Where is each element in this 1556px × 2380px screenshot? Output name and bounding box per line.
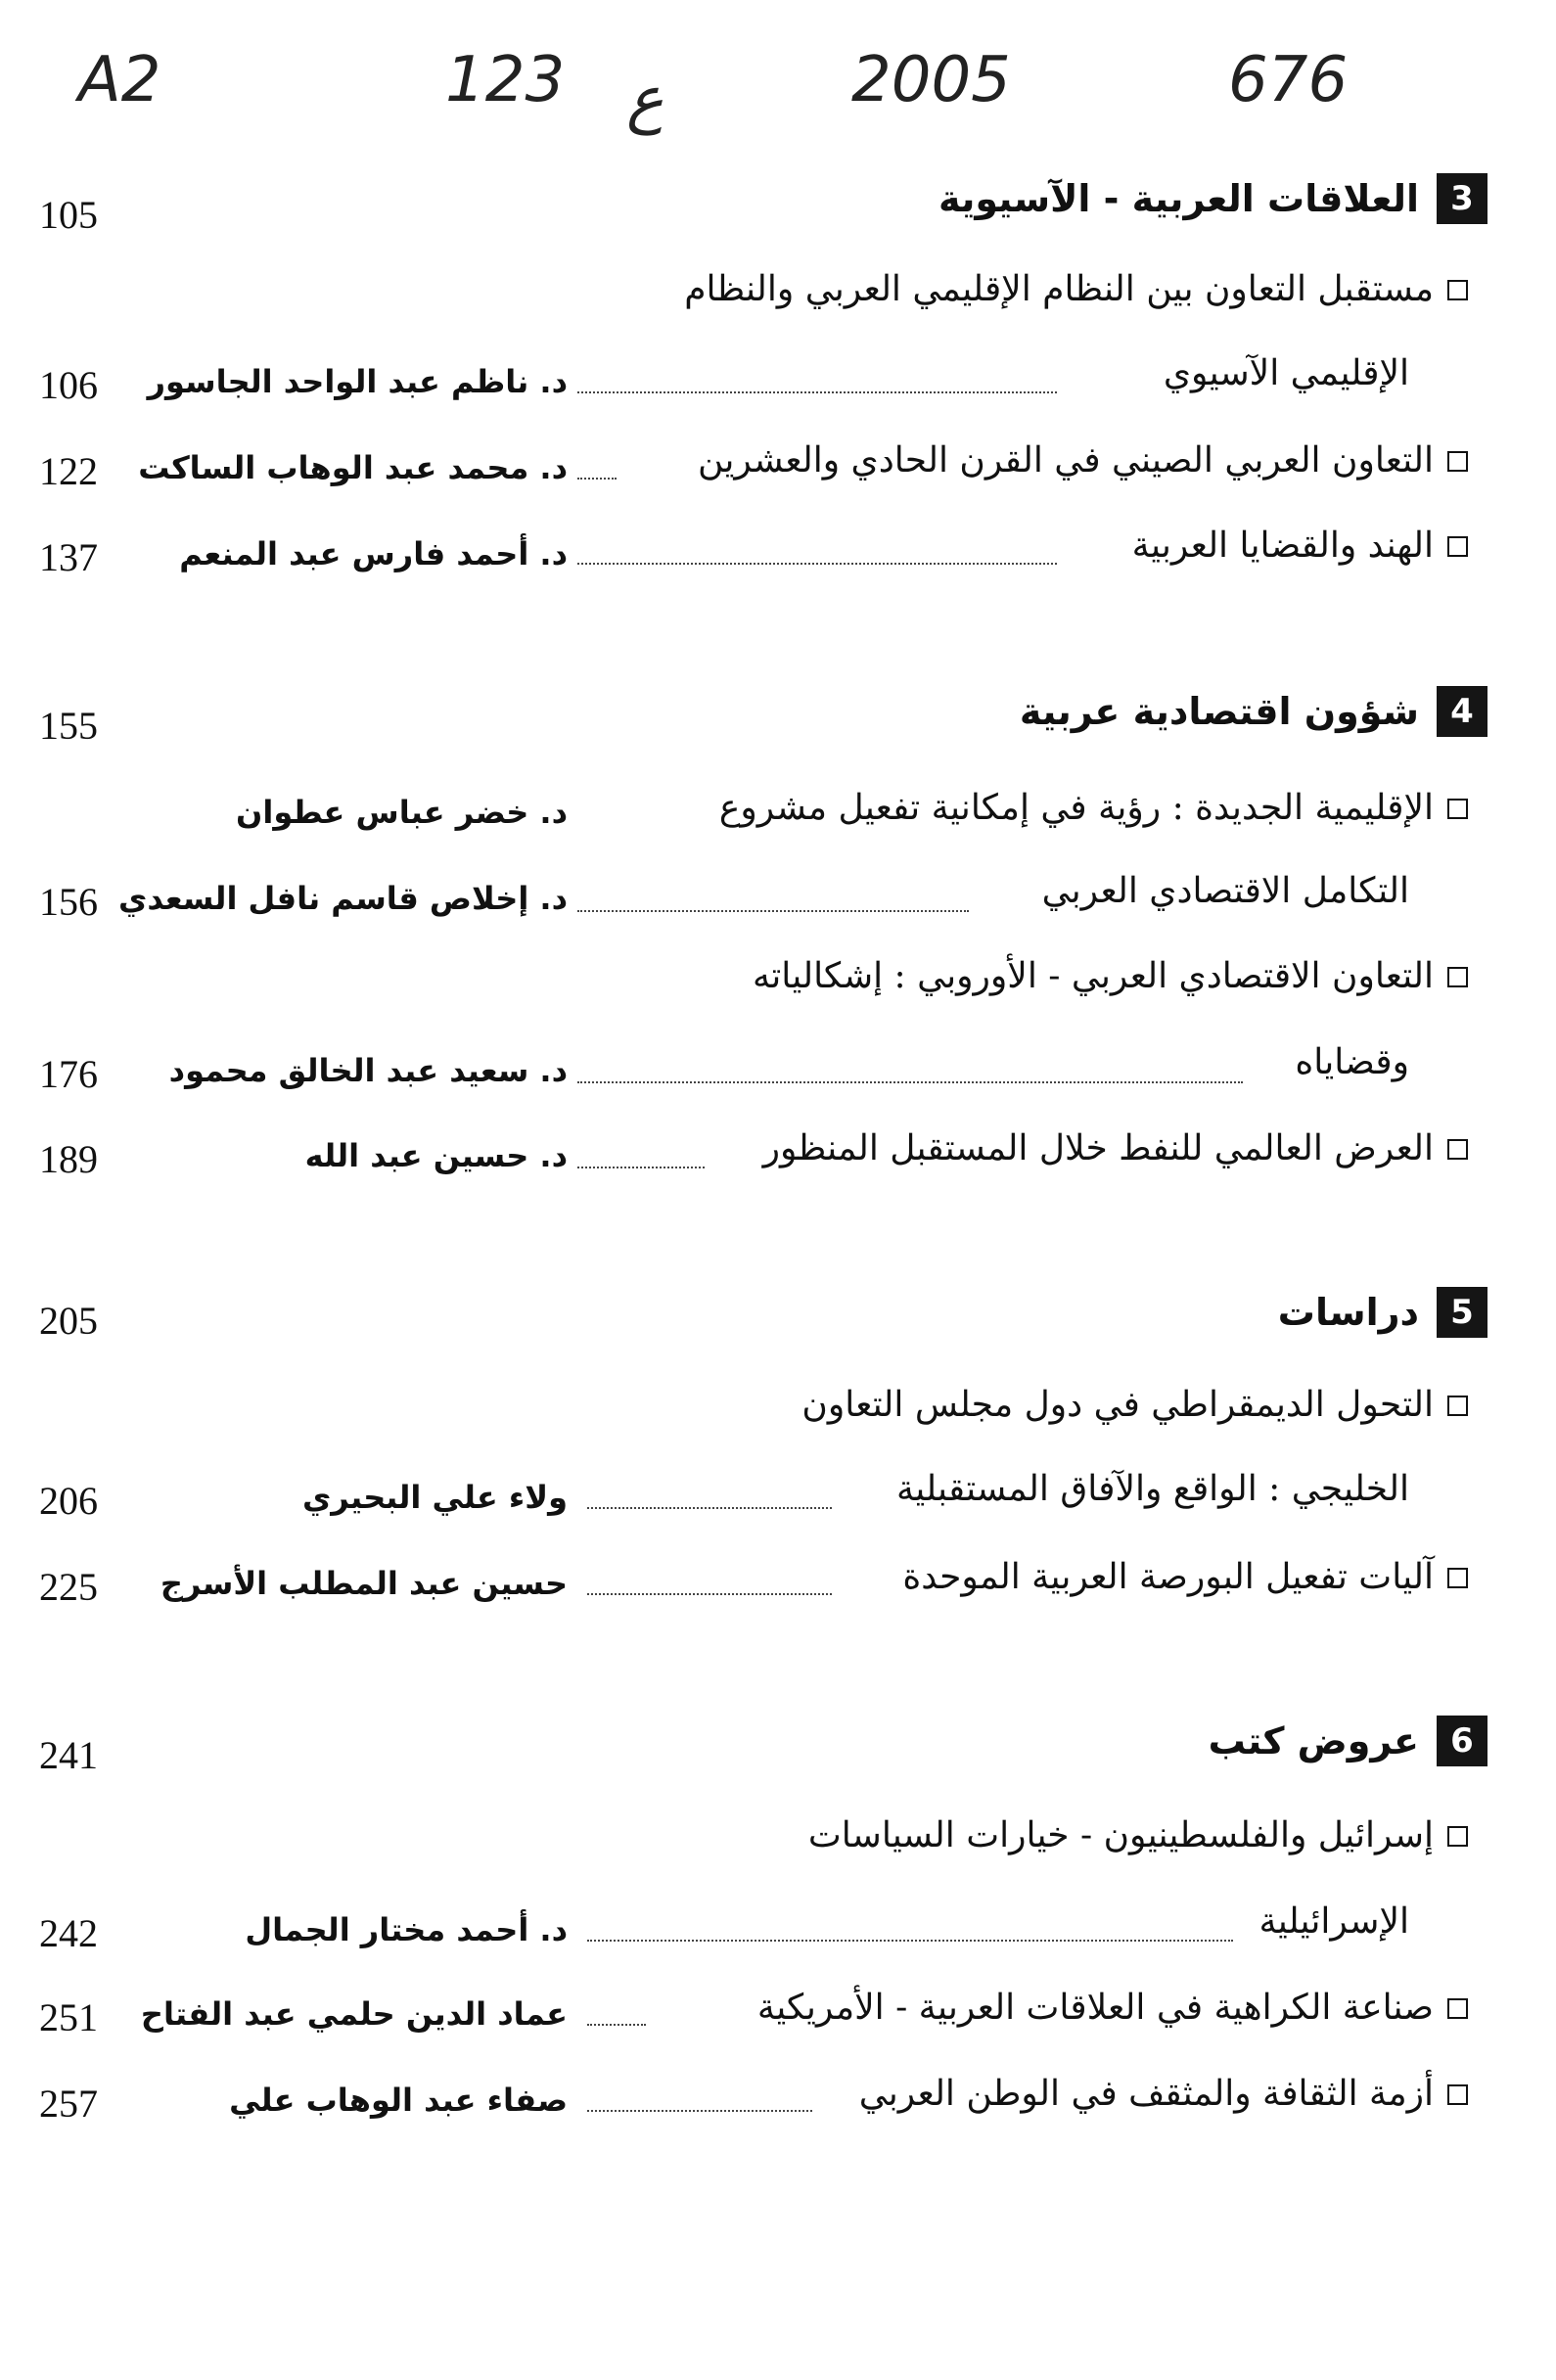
handwritten-note-a: A2: [78, 44, 161, 116]
entry-title: العرض العالمي للنفط خلال المستقبل المنظور: [762, 1128, 1434, 1168]
dot-leader: [577, 1081, 1243, 1083]
entry-page-number: 225: [39, 1565, 98, 1609]
checkbox-bullet-icon: [1447, 536, 1468, 557]
entry-page-number: 137: [39, 535, 98, 579]
toc-entry: [762, 1128, 1468, 1168]
entry-title: التعاون الاقتصادي العربي - الأوروبي : إشكالياته: [752, 956, 1434, 996]
entry-title: آليات تفعيل البورصة العربية الموحدة: [902, 1557, 1434, 1597]
dot-leader: [587, 1940, 1233, 1942]
toc-entry: [718, 788, 1468, 828]
section-page-number: 241: [39, 1733, 98, 1777]
dot-leader: [577, 910, 969, 912]
section-5-heading: [1278, 1278, 1487, 1347]
entry-title: إسرائيل والفلسطينيون - خيارات السياسات: [807, 1815, 1434, 1855]
entry-author: د. ناظم عبد الواحد الجاسور: [147, 363, 568, 400]
entry-page-number: 189: [39, 1137, 98, 1181]
entry-author: عماد الدين حلمي عبد الفتاح: [140, 1995, 568, 2033]
entry-author: د. أحمد مختار الجمال: [245, 1911, 568, 1948]
entry-author: حسين عبد المطلب الأسرج: [160, 1565, 568, 1602]
section-title: دراسات: [1277, 1291, 1419, 1334]
entry-title: الإقليمية الجديدة : رؤية في إمكانية تفعيل مشروع: [718, 788, 1434, 828]
dot-leader: [587, 2024, 646, 2026]
section-title: العلاقات العربية - الآسيوية: [938, 177, 1419, 220]
handwritten-note-d: 2005: [851, 44, 1011, 116]
checkbox-bullet-icon: [1447, 1396, 1468, 1416]
entry-page-number: 106: [39, 363, 98, 407]
section-number-badge: 6: [1437, 1716, 1487, 1766]
toc-entry: [801, 1385, 1468, 1425]
entry-page-number: 122: [39, 449, 98, 493]
entry-author: د. محمد عبد الوهاب الساكت: [138, 449, 568, 486]
section-title: عروض كتب: [1208, 1719, 1419, 1762]
dot-leader: [577, 478, 617, 480]
entry-page-number: 251: [39, 1995, 98, 2039]
entry-page-number: 242: [39, 1911, 98, 1955]
toc-entry: [902, 1557, 1468, 1597]
toc-entry: [752, 956, 1468, 996]
toc-entry: [684, 269, 1468, 309]
dot-leader: [587, 1593, 832, 1595]
toc-entry: [807, 1815, 1468, 1855]
entry-page-number: 156: [39, 880, 98, 924]
entry-title: الهند والقضايا العربية: [1131, 526, 1434, 566]
dot-leader: [587, 1507, 832, 1509]
entry-title: التعاون العربي الصيني في القرن الحادي والعشرين: [697, 440, 1434, 481]
checkbox-bullet-icon: [1447, 967, 1468, 987]
section-title: شؤون اقتصادية عربية: [1019, 690, 1419, 733]
section-3-heading: [938, 164, 1487, 233]
checkbox-bullet-icon: [1447, 2084, 1468, 2105]
section-6-heading: [1209, 1707, 1487, 1775]
dot-leader: [577, 563, 1057, 565]
toc-entry: [1132, 528, 1468, 564]
entry-author: د. أحمد فارس عبد المنعم: [179, 535, 568, 572]
entry-page-number: 257: [39, 2082, 98, 2126]
handwritten-note-c: ع: [626, 64, 664, 136]
dot-leader: [577, 391, 1057, 393]
toc-entry: [697, 440, 1468, 481]
entry-author: د. إخلاص قاسم نافل السعدي: [117, 880, 568, 917]
section-page-number: 105: [39, 193, 98, 237]
entry-author: د. خضر عباس عطوان: [236, 794, 568, 831]
checkbox-bullet-icon: [1447, 799, 1468, 819]
checkbox-bullet-icon: [1447, 451, 1468, 472]
checkbox-bullet-icon: [1447, 1998, 1468, 2019]
section-number-badge: 5: [1437, 1287, 1487, 1338]
entry-page-number: 206: [39, 1479, 98, 1523]
entry-title-continued: الإسرائيلية: [1259, 1901, 1409, 1942]
entry-title-continued: الخليجي : الواقع والآفاق المستقبلية: [895, 1469, 1409, 1509]
section-4-heading: [1020, 677, 1487, 746]
section-number-badge: 3: [1437, 173, 1487, 224]
checkbox-bullet-icon: [1447, 1826, 1468, 1847]
checkbox-bullet-icon: [1447, 1139, 1468, 1160]
toc-entry: [858, 2074, 1468, 2114]
entry-title: مستقبل التعاون بين النظام الإقليمي العربي والنظام: [684, 269, 1434, 309]
entry-author: صفاء عبد الوهاب علي: [229, 2082, 568, 2119]
entry-title: التحول الديمقراطي في دول مجلس التعاون: [801, 1385, 1434, 1425]
section-page-number: 155: [39, 704, 98, 748]
section-page-number: 205: [39, 1299, 98, 1343]
entry-title: أزمة الثقافة والمثقف في الوطن العربي: [858, 2074, 1434, 2114]
toc-entry: [756, 1988, 1468, 2028]
entry-title: صناعة الكراهية في العلاقات العربية - الأمريكية: [756, 1988, 1434, 2028]
dot-leader: [587, 2110, 812, 2112]
section-number-badge: 4: [1437, 686, 1487, 737]
handwritten-note-e: 676: [1228, 44, 1349, 116]
entry-title-continued: الإقليمي الآسيوي: [1163, 353, 1409, 393]
entry-author: ولاء علي البحيري: [301, 1479, 568, 1516]
entry-author: د. حسين عبد الله: [304, 1137, 568, 1174]
entry-title-continued: التكامل الاقتصادي العربي: [1041, 871, 1409, 911]
checkbox-bullet-icon: [1447, 280, 1468, 300]
handwritten-note-b: 123: [445, 44, 566, 116]
entry-page-number: 176: [39, 1052, 98, 1096]
entry-title-continued: وقضاياه: [1295, 1042, 1409, 1082]
dot-leader: [577, 1167, 705, 1168]
checkbox-bullet-icon: [1447, 1568, 1468, 1588]
entry-author: د. سعيد عبد الخالق محمود: [168, 1052, 568, 1089]
